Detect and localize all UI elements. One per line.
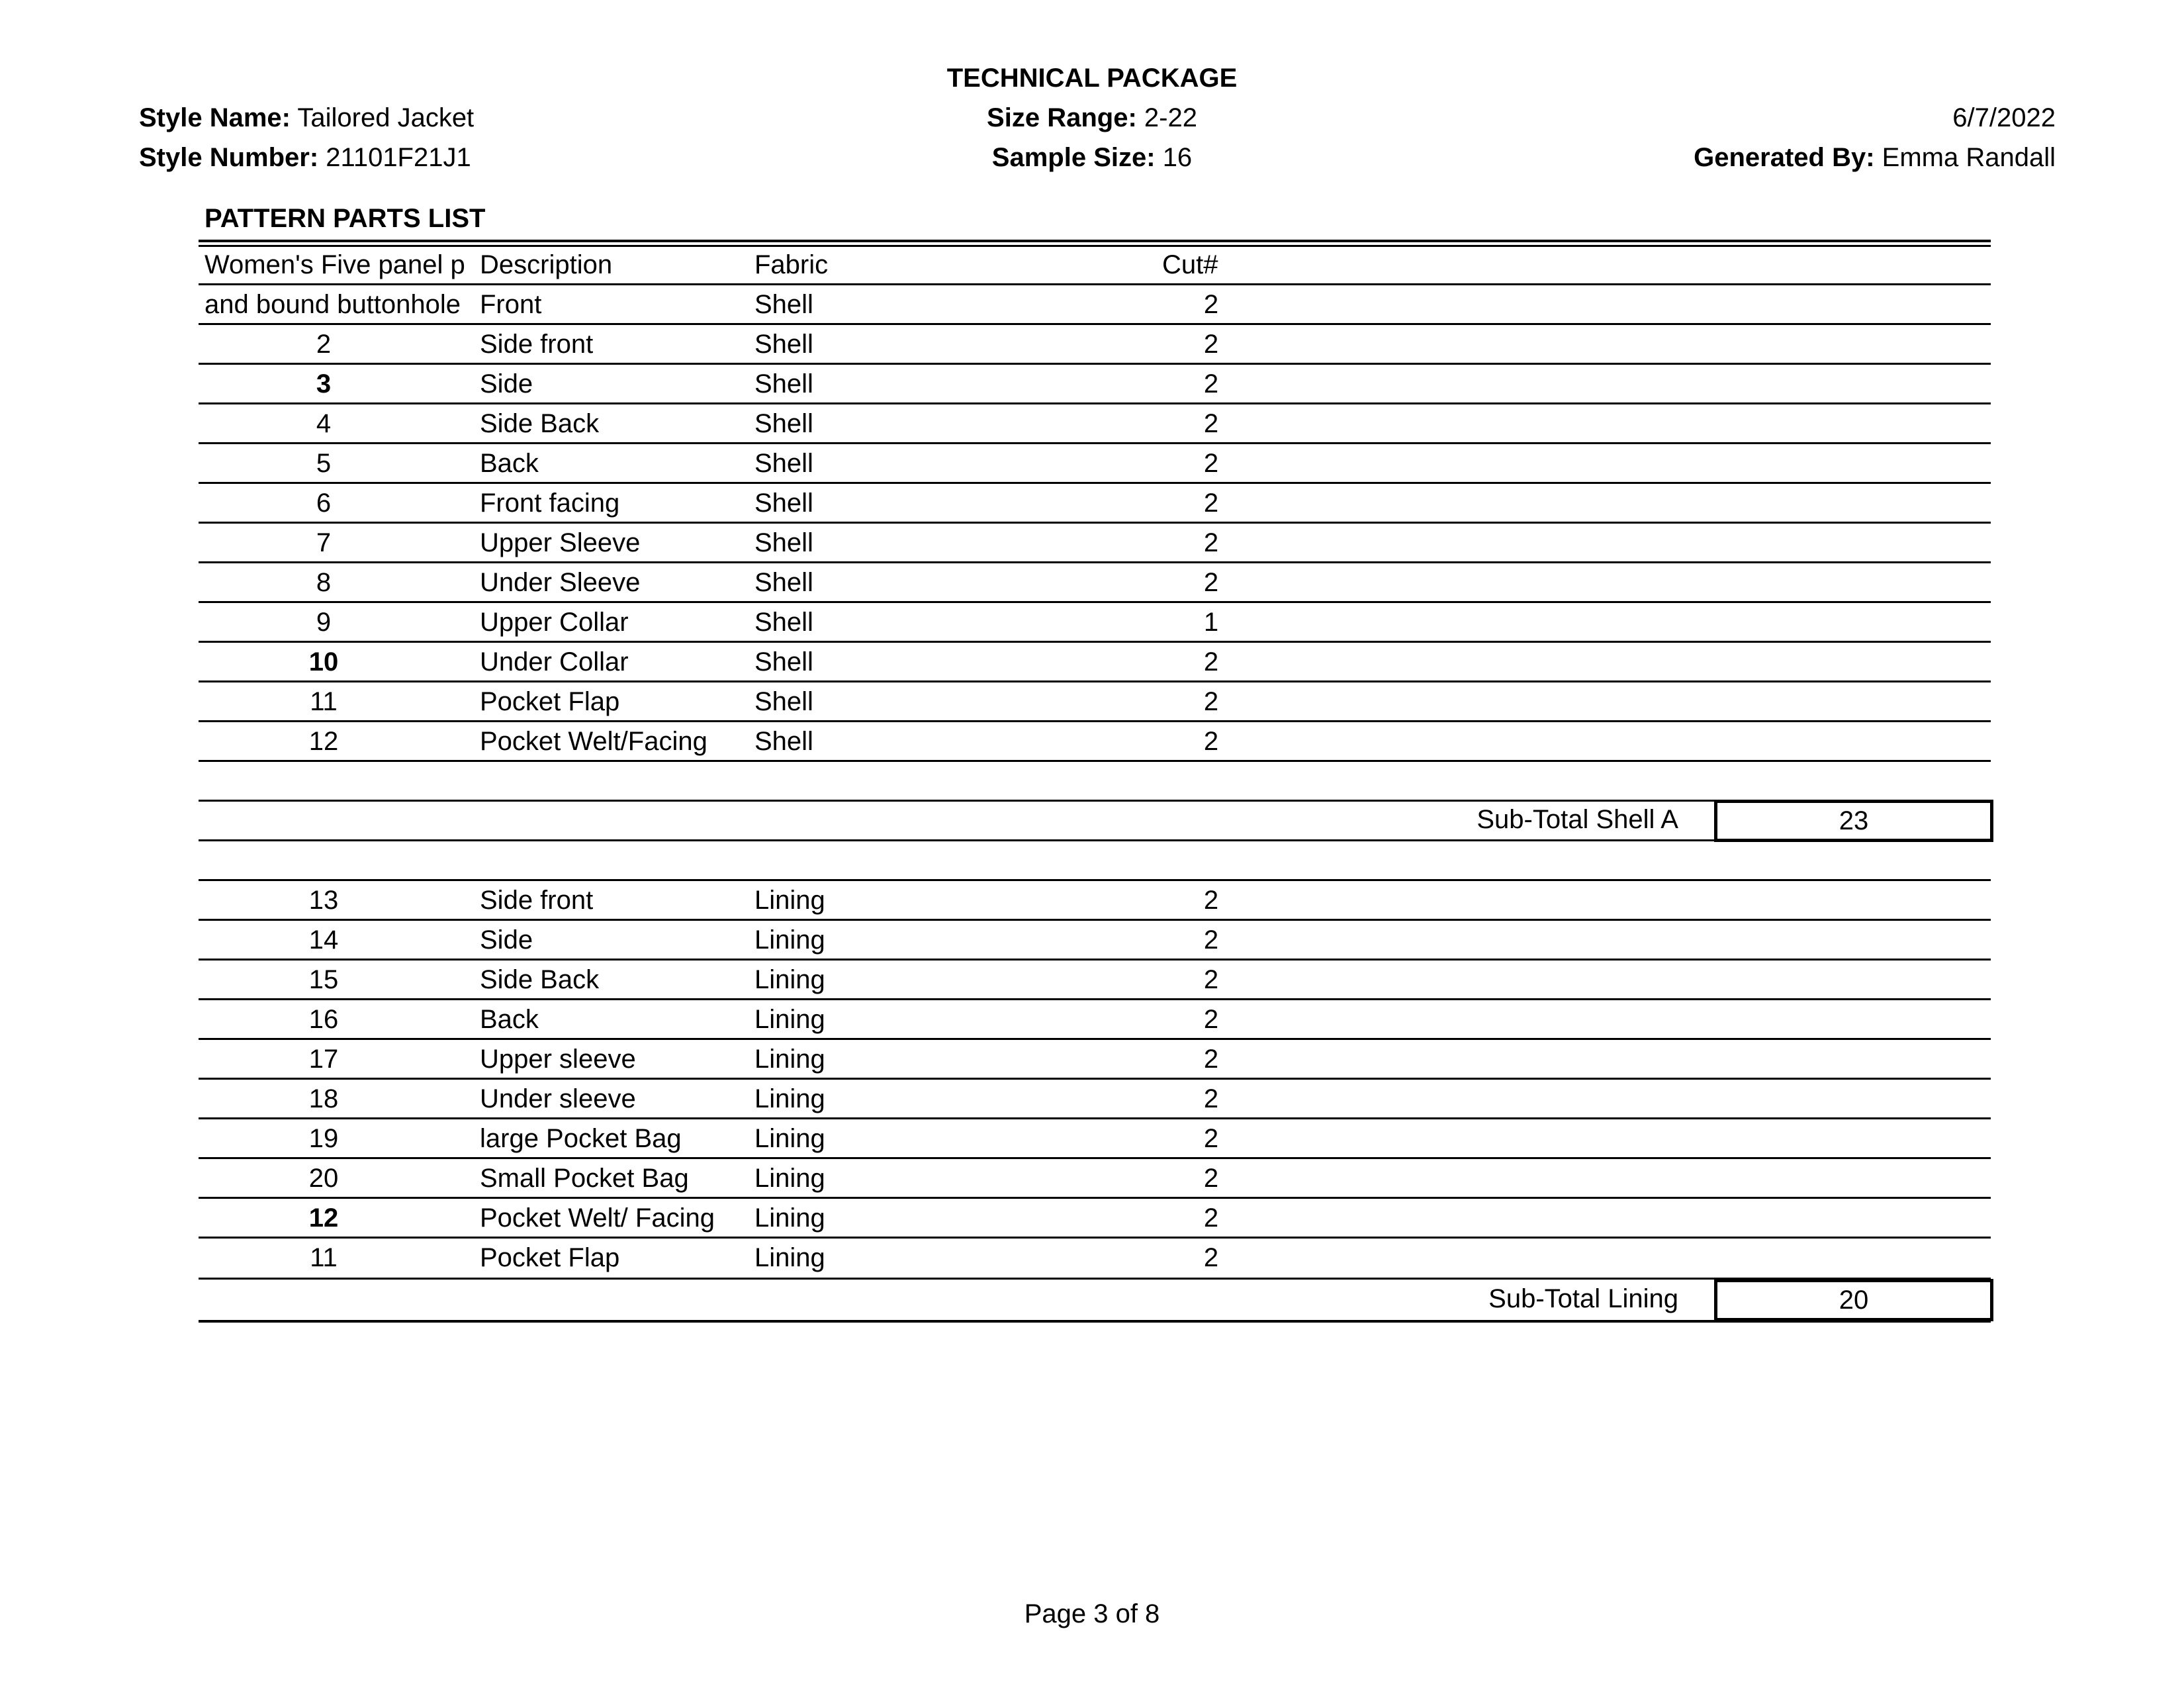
part-description: Under sleeve — [480, 1084, 636, 1113]
part-number: 13 — [308, 886, 339, 915]
part-fabric: Shell — [754, 290, 813, 319]
style-number-label: Style Number: — [139, 143, 319, 172]
document-date: 6/7/2022 — [1952, 103, 2056, 132]
generated-by-value: Emma Randall — [1882, 143, 2056, 172]
part-cut-count: 2 — [1203, 647, 1219, 677]
table-bottom-rule — [199, 1320, 1991, 1323]
column-header-cut: Cut# — [1162, 250, 1218, 279]
part-cut-count: 2 — [1203, 489, 1219, 518]
part-fabric: Lining — [754, 1243, 825, 1272]
style-name-label: Style Name: — [139, 103, 291, 132]
row-divider — [199, 760, 1991, 762]
table-row — [199, 602, 1991, 642]
table-row — [199, 1119, 1991, 1158]
part-fabric: Shell — [754, 528, 813, 557]
column-header-fabric: Fabric — [754, 250, 829, 279]
part-fabric: Lining — [754, 1203, 825, 1233]
part-fabric: Shell — [754, 727, 813, 756]
table-row — [199, 285, 1991, 324]
part-number: 11 — [310, 1243, 338, 1272]
size-range-label: Size Range: — [987, 103, 1137, 132]
part-description: Side — [480, 369, 533, 399]
subtotal-lining-row — [199, 1279, 1991, 1319]
table-row — [199, 563, 1991, 602]
part-fabric: Shell — [754, 608, 813, 637]
part-number: 5 — [316, 449, 332, 478]
table-row — [199, 722, 1991, 761]
part-description: Small Pocket Bag — [480, 1164, 689, 1193]
part-description: Upper Sleeve — [480, 528, 641, 557]
part-cut-count: 2 — [1203, 449, 1219, 478]
part-number: 4 — [316, 409, 332, 438]
part-number: 16 — [308, 1005, 339, 1034]
part-cut-count: 2 — [1203, 290, 1219, 319]
part-fabric: Shell — [754, 568, 813, 597]
part-fabric: Lining — [754, 1045, 825, 1074]
part-number: 2 — [316, 330, 332, 359]
part-fabric: Shell — [754, 687, 813, 716]
sample-size-label: Sample Size: — [991, 143, 1156, 172]
part-description: Side front — [480, 886, 594, 915]
table-row — [199, 483, 1991, 523]
style-name-value: Tailored Jacket — [297, 103, 475, 132]
table-row — [199, 1079, 1991, 1119]
part-cut-count: 2 — [1203, 1045, 1219, 1074]
part-fabric: Lining — [754, 1005, 825, 1034]
part-number: 9 — [316, 608, 332, 637]
part-number: 20 — [308, 1164, 339, 1193]
size-range — [0, 99, 2184, 136]
part-number: 3 — [316, 369, 332, 399]
part-cut-count: 2 — [1203, 330, 1219, 359]
part-description: Under Sleeve — [480, 568, 641, 597]
part-number: 17 — [308, 1045, 339, 1074]
part-number: 6 — [316, 489, 332, 518]
part-description: Upper Collar — [480, 608, 629, 637]
table-row — [199, 1000, 1991, 1039]
part-fabric: Shell — [754, 369, 813, 399]
part-fabric: Shell — [754, 647, 813, 677]
table-row — [199, 523, 1991, 563]
part-cut-count: 2 — [1203, 528, 1219, 557]
part-number: 12 — [308, 1203, 339, 1233]
part-fabric: Shell — [754, 489, 813, 518]
part-fabric: Lining — [754, 925, 825, 955]
column-header-description: Description — [480, 250, 613, 279]
part-number: 10 — [308, 647, 339, 677]
part-number: 11 — [310, 687, 338, 716]
part-fabric: Lining — [754, 1164, 825, 1193]
part-cut-count: 2 — [1203, 1243, 1219, 1272]
part-fabric: Lining — [754, 1124, 825, 1153]
subtotal-shell-value: 23 — [1714, 800, 1993, 842]
part-description: large Pocket Bag — [480, 1124, 682, 1153]
part-number: 15 — [308, 965, 339, 994]
table-row — [199, 1158, 1991, 1198]
part-description: Front — [480, 290, 542, 319]
part-cut-count: 2 — [1203, 1164, 1219, 1193]
page-number: Page 3 of 8 — [1024, 1599, 1160, 1628]
double-rule-top — [199, 240, 1991, 242]
section-title: PATTERN PARTS LIST — [205, 204, 486, 233]
table-header-row — [199, 245, 1991, 285]
part-description: Side Back — [480, 965, 600, 994]
table-row — [199, 642, 1991, 682]
part-description: Side — [480, 925, 533, 955]
part-cut-count: 2 — [1203, 925, 1219, 955]
part-number: 8 — [316, 568, 332, 597]
part-cut-count: 2 — [1203, 1203, 1219, 1233]
size-range-value: 2-22 — [1144, 103, 1197, 132]
table-row — [199, 880, 1991, 920]
table-row — [199, 682, 1991, 722]
part-cut-count: 2 — [1203, 687, 1219, 716]
part-cut-count: 2 — [1203, 568, 1219, 597]
table-row — [199, 404, 1991, 444]
part-cut-count: 2 — [1203, 369, 1219, 399]
subtotal-lining-label: Sub-Total Lining — [1488, 1284, 1678, 1313]
document-title: TECHNICAL PACKAGE — [946, 64, 1238, 93]
table-row — [199, 1238, 1991, 1278]
part-cut-count: 2 — [1203, 1005, 1219, 1034]
part-number: and bound buttonhole — [205, 290, 461, 319]
part-description: Pocket Flap — [480, 687, 620, 716]
part-description: Side front — [480, 330, 594, 359]
part-cut-count: 2 — [1203, 886, 1219, 915]
part-cut-count: 2 — [1203, 1084, 1219, 1113]
table-row — [199, 1198, 1991, 1238]
part-description: Pocket Welt/ Facing — [480, 1203, 715, 1233]
row-divider — [199, 839, 1991, 841]
subtotal-shell-label: Sub-Total Shell A — [1477, 805, 1678, 834]
part-description: Under Collar — [480, 647, 629, 677]
part-description: Back — [480, 449, 539, 478]
table-row — [199, 364, 1991, 404]
part-cut-count: 2 — [1203, 409, 1219, 438]
part-number: 18 — [308, 1084, 339, 1113]
subtotal-lining-value: 20 — [1714, 1279, 1993, 1321]
generated-by-label: Generated By: — [1694, 143, 1875, 172]
table-row — [199, 920, 1991, 960]
part-fabric: Lining — [754, 886, 825, 915]
table-row — [199, 444, 1991, 483]
style-number-value: 21101F21J1 — [326, 143, 471, 172]
part-cut-count: 2 — [1203, 1124, 1219, 1153]
sample-size-value: 16 — [1162, 143, 1193, 172]
part-description: Back — [480, 1005, 539, 1034]
subtotal-shell-row — [199, 800, 1991, 839]
part-fabric: Lining — [754, 1084, 825, 1113]
part-number: 12 — [308, 727, 339, 756]
part-description: Side Back — [480, 409, 600, 438]
part-description: Pocket Welt/Facing — [480, 727, 707, 756]
table-row — [199, 960, 1991, 1000]
part-number: 14 — [308, 925, 339, 955]
part-fabric: Shell — [754, 409, 813, 438]
part-fabric: Shell — [754, 330, 813, 359]
part-description: Pocket Flap — [480, 1243, 620, 1272]
table-row — [199, 1039, 1991, 1079]
generated-by — [1694, 139, 2056, 176]
part-number: 7 — [316, 528, 332, 557]
part-fabric: Lining — [754, 965, 825, 994]
part-cut-count: 2 — [1203, 727, 1219, 756]
part-description: Upper sleeve — [480, 1045, 636, 1074]
part-number: 19 — [308, 1124, 339, 1153]
part-cut-count: 1 — [1203, 608, 1219, 637]
table-row — [199, 324, 1991, 364]
part-description: Front facing — [480, 489, 620, 518]
part-cut-count: 2 — [1203, 965, 1219, 994]
part-fabric: Shell — [754, 449, 813, 478]
column-header-number: Women's Five panel p — [205, 250, 465, 279]
